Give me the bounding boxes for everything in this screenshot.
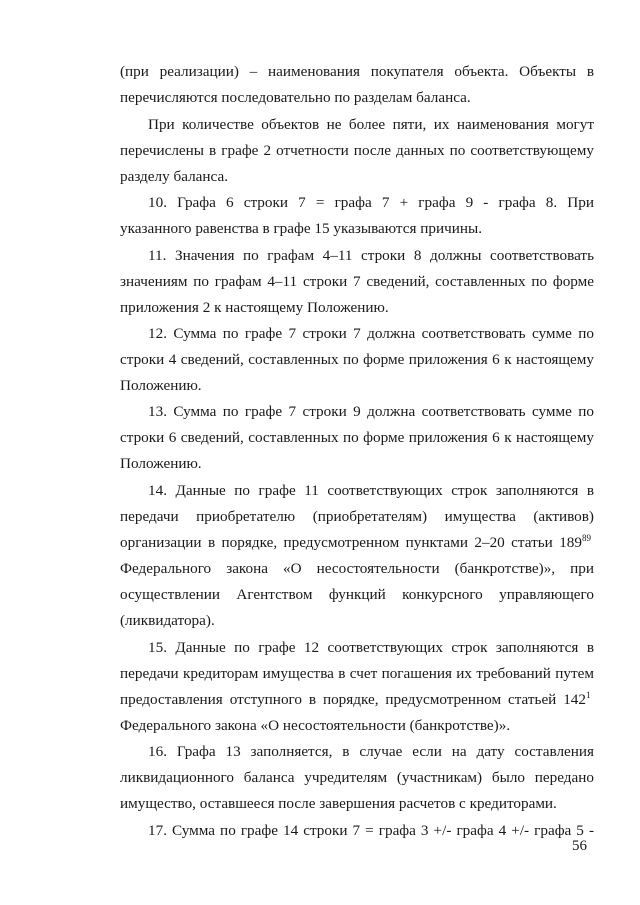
text-line: указанного равенства в графе 15 указываются причины. [120, 220, 483, 237]
text-line: (ликвидатора). [120, 612, 215, 629]
text-line-body: предоставления отступного в порядке, предусмотренном статьей 142 [120, 691, 586, 708]
text-line: имущество, оставшееся после завершения расчетов с кредиторами. [120, 795, 557, 812]
text-line: осуществлении Агентством функций конкурсного управляющего [120, 586, 594, 603]
text-line [120, 690, 594, 710]
page-number: 56 [572, 838, 587, 854]
text-line: Федерального закона «О несостоятельности (банкротстве)», при [120, 560, 594, 577]
text-line: 15. Данные по графе 12 соответствующих строк заполняются в [148, 639, 594, 656]
text-line: приложения 2 к настоящему Положению. [120, 299, 389, 316]
text-line-body: организации в порядке, предусмотренном пунктами 2–20 статьи 189 [120, 534, 582, 551]
text-line: значениям по графам 4–11 строки 7 сведений, составленных по форме [120, 273, 594, 290]
text-line: Положению. [120, 377, 202, 394]
text-line: строки 4 сведений, составленных по форме приложения 6 к настоящему [120, 351, 594, 368]
text-line: 11. Значения по графам 4–11 строки 8 должны соответствовать [148, 247, 594, 264]
text-line: Федерального закона «О несостоятельности (банкротстве)». [120, 717, 511, 734]
text-line: 17. Сумма по графе 14 строки 7 = графа 3 +/- графа 4 +/- графа 5 - [148, 822, 594, 839]
text-line: 10. Графа 6 строки 7 = графа 7 + графа 9 - графа 8. При [148, 194, 594, 211]
text-line: перечисляются последовательно по разделам баланса. [120, 89, 471, 106]
text-line: строки 6 сведений, составленных по форме приложения 6 к настоящему [120, 429, 594, 446]
text-line [120, 533, 594, 553]
text-line: ликвидационного баланса учредителям (участникам) было передано [120, 769, 594, 786]
text-line: передачи кредиторам имущества в счет погашения их требований путем [120, 665, 594, 682]
text-line: 16. Графа 13 заполняется, в случае если на дату составления [148, 743, 594, 760]
text-line: разделу баланса. [120, 168, 229, 185]
text-line: передачи приобретателю (приобретателям) имущества (активов) [120, 508, 594, 525]
footnote-superscript: 89 [582, 533, 591, 543]
text-line: перечислены в графе 2 отчетности после данных по соответствующему [120, 142, 594, 159]
text-line: 12. Сумма по графе 7 строки 7 должна соответствовать сумме по [148, 325, 594, 342]
text-line: 14. Данные по графе 11 соответствующих строк заполняются в [148, 482, 594, 499]
text-line: 13. Сумма по графе 7 строки 9 должна соответствовать сумме по [148, 403, 594, 420]
text-line: Положению. [120, 455, 202, 472]
text-line: (при реализации) – наименования покупателя объекта. Объекты в [120, 63, 594, 80]
text-line: При количестве объектов не более пяти, их наименования могут [148, 116, 594, 133]
footnote-superscript: 1 [586, 690, 591, 700]
